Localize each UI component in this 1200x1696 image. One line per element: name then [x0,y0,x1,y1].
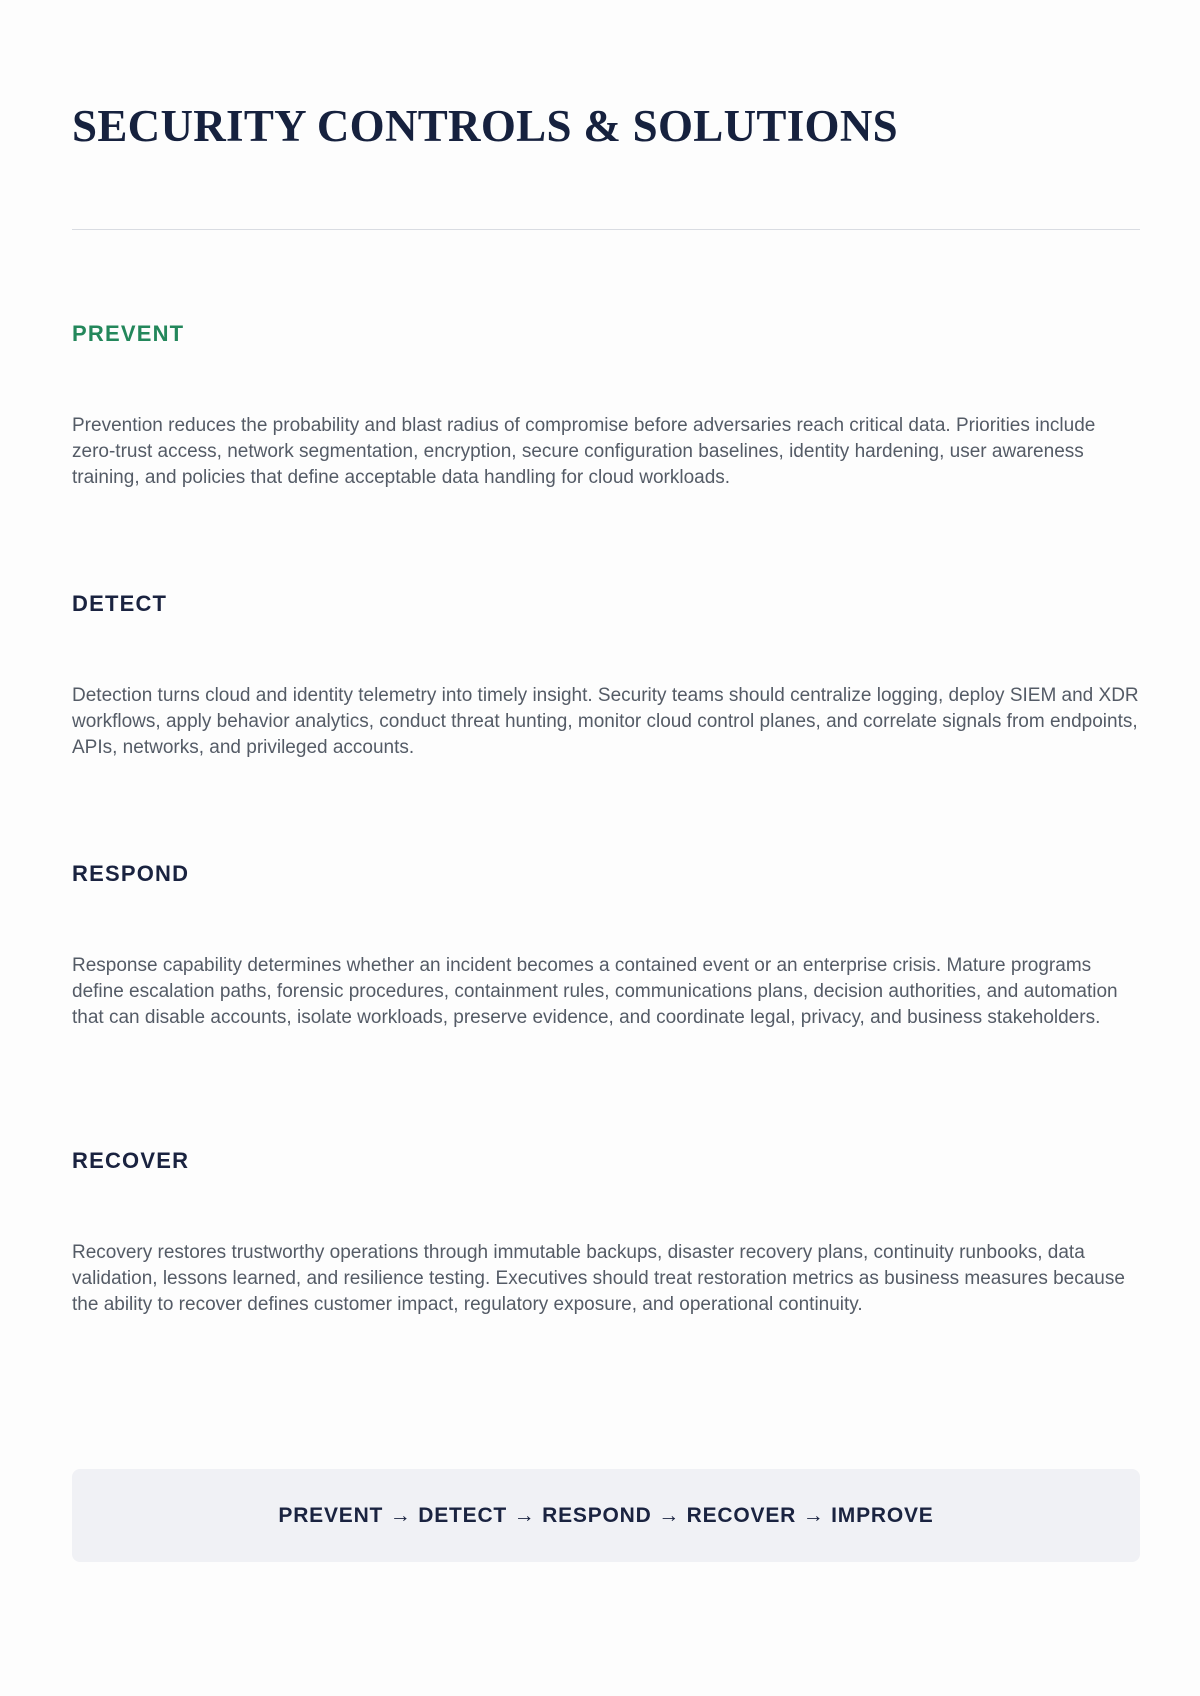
page-title: SECURITY CONTROLS & SOLUTIONS [72,101,898,151]
title-divider [72,229,1140,230]
section-heading-recover: RECOVER [72,1148,190,1173]
lifecycle-text: PREVENT → DETECT → RESPOND → RECOVER → IMPROVE [278,1503,934,1527]
section-body-recover: Recovery restores trustworthy operations through immutable backups, disaster recovery plans, continuity runbooks, data validation, lessons learned, and resilience testing. Executives should treat restoration metrics as business measures because the ability to recover defines customer impact, regulatory exposure, and operational continuity. [72,1242,1125,1315]
section-heading-prevent: PREVENT [72,321,185,346]
section-body-prevent: Prevention reduces the probability and blast radius of compromise before adversaries reach critical data. Priorities include zero-trust access, network segmentation, encryption, secure configuration baselines, identity hardening, user awareness training, and policies that define acceptable data handling for cloud workloads. [72,415,1096,488]
section-body-detect: Detection turns cloud and identity telemetry into timely insight. Security teams should centralize logging, deploy SIEM and XDR workflows, apply behavior analytics, conduct threat hunting, monitor cloud control planes, and correlate signals from endpoints, APIs, networks, and privileged accounts. [72,685,1139,758]
section-heading-respond: RESPOND [72,861,190,886]
document-page [72,0,1140,1696]
section-heading-detect: DETECT [72,591,168,616]
lifecycle-banner [72,1469,1140,1562]
section-body-respond: Response capability determines whether an incident becomes a contained event or an enterprise crisis. Mature programs define escalation paths, forensic procedures, containment rules, communications plans, decision authorities, and automation that can disable accounts, isolate workloads, preserve evidence, and coordinate legal, privacy, and business stakeholders. [72,955,1118,1028]
